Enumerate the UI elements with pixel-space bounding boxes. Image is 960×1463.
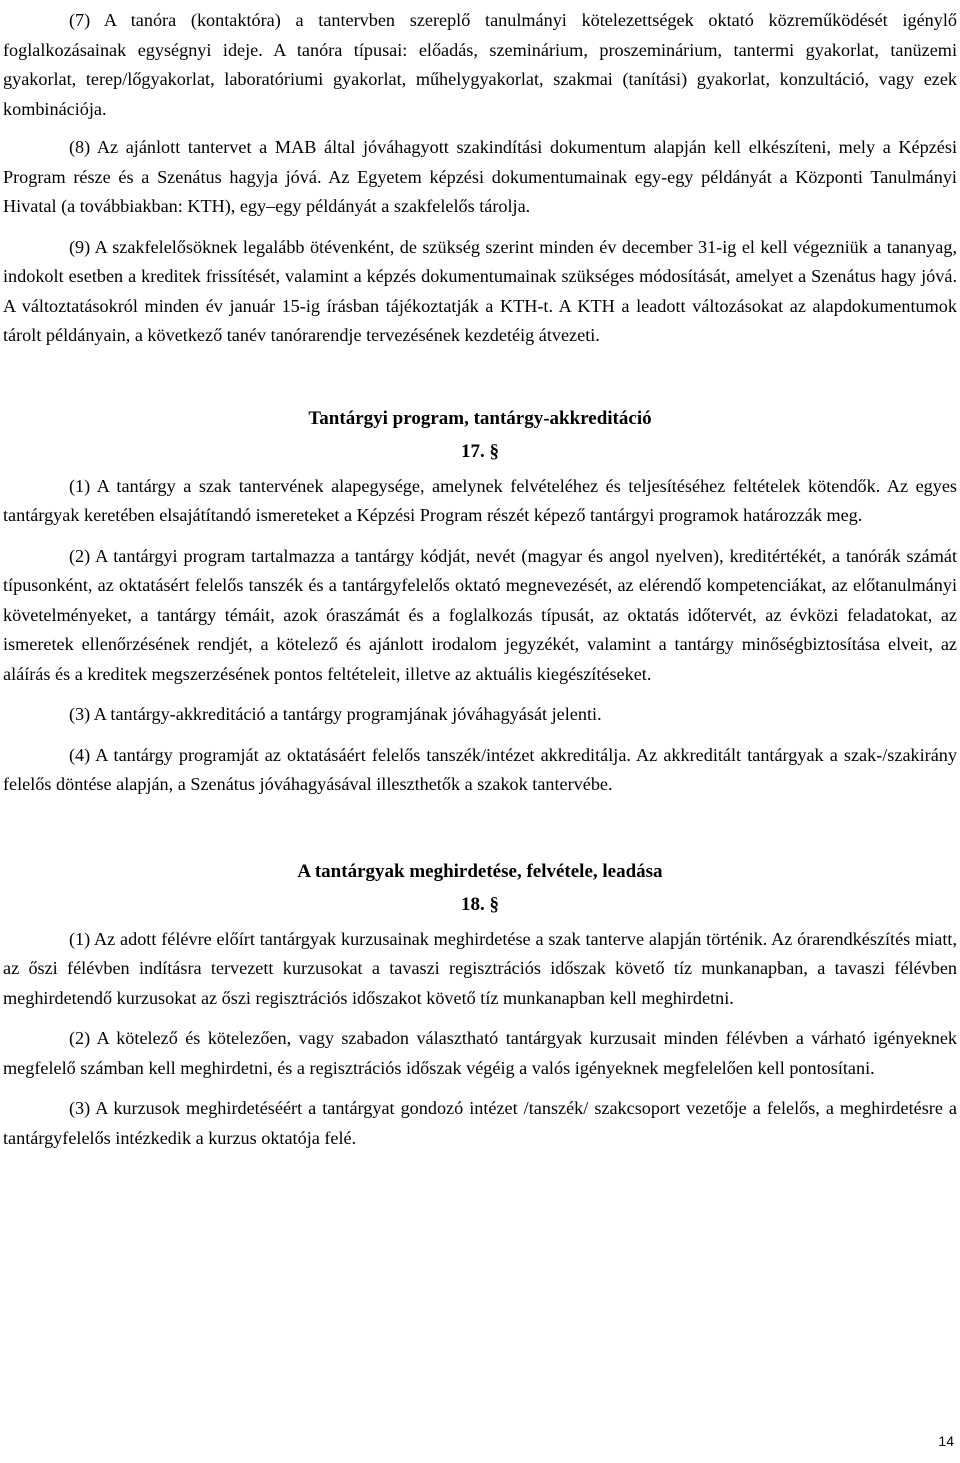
section-gap (3, 362, 957, 402)
section-18-paragraph-1: (1) Az adott félévre előírt tantárgyak kurzusainak meghirdetése a szak tanterve alapján történik. Az órarendkészítés miatt, az őszi félévben indításra tervezett kurzusokat a tavaszi regisztrációs időszak követő tíz munkanapban, a tavaszi félévben meghirdetendő kurzusokat az őszi regisztrációs időszakot követő tíz munkanapban kell meghirdetni. (3, 928, 957, 1008)
section-18-paragraph-3: (3) A kurzusok meghirdetéséért a tantárgyat gondozó intézet /tanszék/ szakcsoport vezetője a felelős, a meghirdetésre a tantárgyfelelős intézkedik a kurzus oktatója felé. (3, 1098, 957, 1148)
section-17-title: Tantárgyi program, tantárgy-akkreditáció (308, 407, 652, 429)
section-18-number: 18. § (461, 893, 499, 915)
section-18-title: A tantárgyak meghirdetése, felvétele, leadása (297, 860, 663, 882)
section-18-paragraph-2: (2) A kötelező és kötelezően, vagy szabadon választható tantárgyak kurzusait minden félévben a várható igényeknek megfelelő számban kell meghirdetni, és a regisztrációs időszak végéig a valós igényeknek megfelelően kell pontosítani. (3, 1028, 957, 1078)
paragraph-7: (7) A tanóra (kontaktóra) a tantervben szereplő tanulmányi kötelezettségek oktató közreműködését igénylő foglalkozásainak egységnyi ideje. A tanóra típusai: előadás, szeminárium, proszeminárium, tantermi gyakorlat, tanüzemi gyakorlat, terep/lőgyakorlat, laboratóriumi gyakorlat, műhelygyakorlat, szakmai (tanítási) gyakorlat, konzultáció, vagy ezek kombinációja. (3, 10, 957, 119)
section-17-paragraph-3: (3) A tantárgy-akkreditáció a tantárgy programjának jóváhagyását jelenti. (69, 704, 602, 724)
paragraph-9: (9) A szakfelelősöknek legalább ötévenként, de szükség szerint minden év december 31-ig el kell végezniük a tananyag, indokolt esetben a kreditek frissítését, valamint a képzés dokumentumainak szükséges módosítását, amelyet a Szenátus hagy jóvá. A változtatásokról minden év január 15-ig írásban tájékoztatják a KTH-t. A KTH a leadott változásokat az alapdokumentumok tárolt példányain, a következő tanév tanórarendje tervezésének kezdetéig átvezeti. (3, 236, 957, 345)
section-17-paragraph-2: (2) A tantárgyi program tartalmazza a tantárgy kódját, nevét (magyar és angol nyelven), kreditértékét, a tanórák számát típusonként, az oktatásért felelős tanszék és a tantárgyfelelős oktató megnevezését, az elérendő kompetenciákat, az előtanulmányi követelményeket, a tantárgy témáit, azok óraszámát és a foglalkozás típusát, az oktatás időtervét, az évközi feladatokat, az ismeretek ellenőrzésének rendjét, a kötelező és ajánlott irodalom jegyzékét, valamint a tantárgy minőségbiztosítása elveit, az aláírás és a kreditek megszerzésének pontos feltételeit, illetve az aktuális kiegészítéseket. (3, 545, 957, 684)
section-gap (3, 811, 957, 855)
section-17-number: 17. § (461, 440, 499, 462)
page-number: 14 (938, 1433, 954, 1449)
section-17-paragraph-4: (4) A tantárgy programját az oktatásáért felelős tanszék/intézet akkreditálja. Az akkreditált tantárgyak a szak-/szakirány felelős döntése alapján, a Szenátus jóváhagyásával illeszthetők a szakok tantervébe. (3, 744, 957, 794)
paragraph-8: (8) Az ajánlott tantervet a MAB által jóváhagyott szakindítási dokumentum alapján kell elkészíteni, mely a Képzési Program része és a Szenátus hagyja jóvá. Az Egyetem képzési dokumentumainak egy-egy példányát a Központi Tanulmányi Hivatal (a továbbiakban: KTH), egy–egy példányát a szakfelelős tárolja. (3, 137, 957, 216)
section-17-paragraph-1: (1) A tantárgy a szak tantervének alapegysége, amelynek felvételéhez és teljesítéséhez feltételek kötendők. Az egyes tantárgyak keretében elsajátítandó ismereteket a Képzési Program részét képező tantárgyi programok határozzák meg. (3, 475, 957, 525)
